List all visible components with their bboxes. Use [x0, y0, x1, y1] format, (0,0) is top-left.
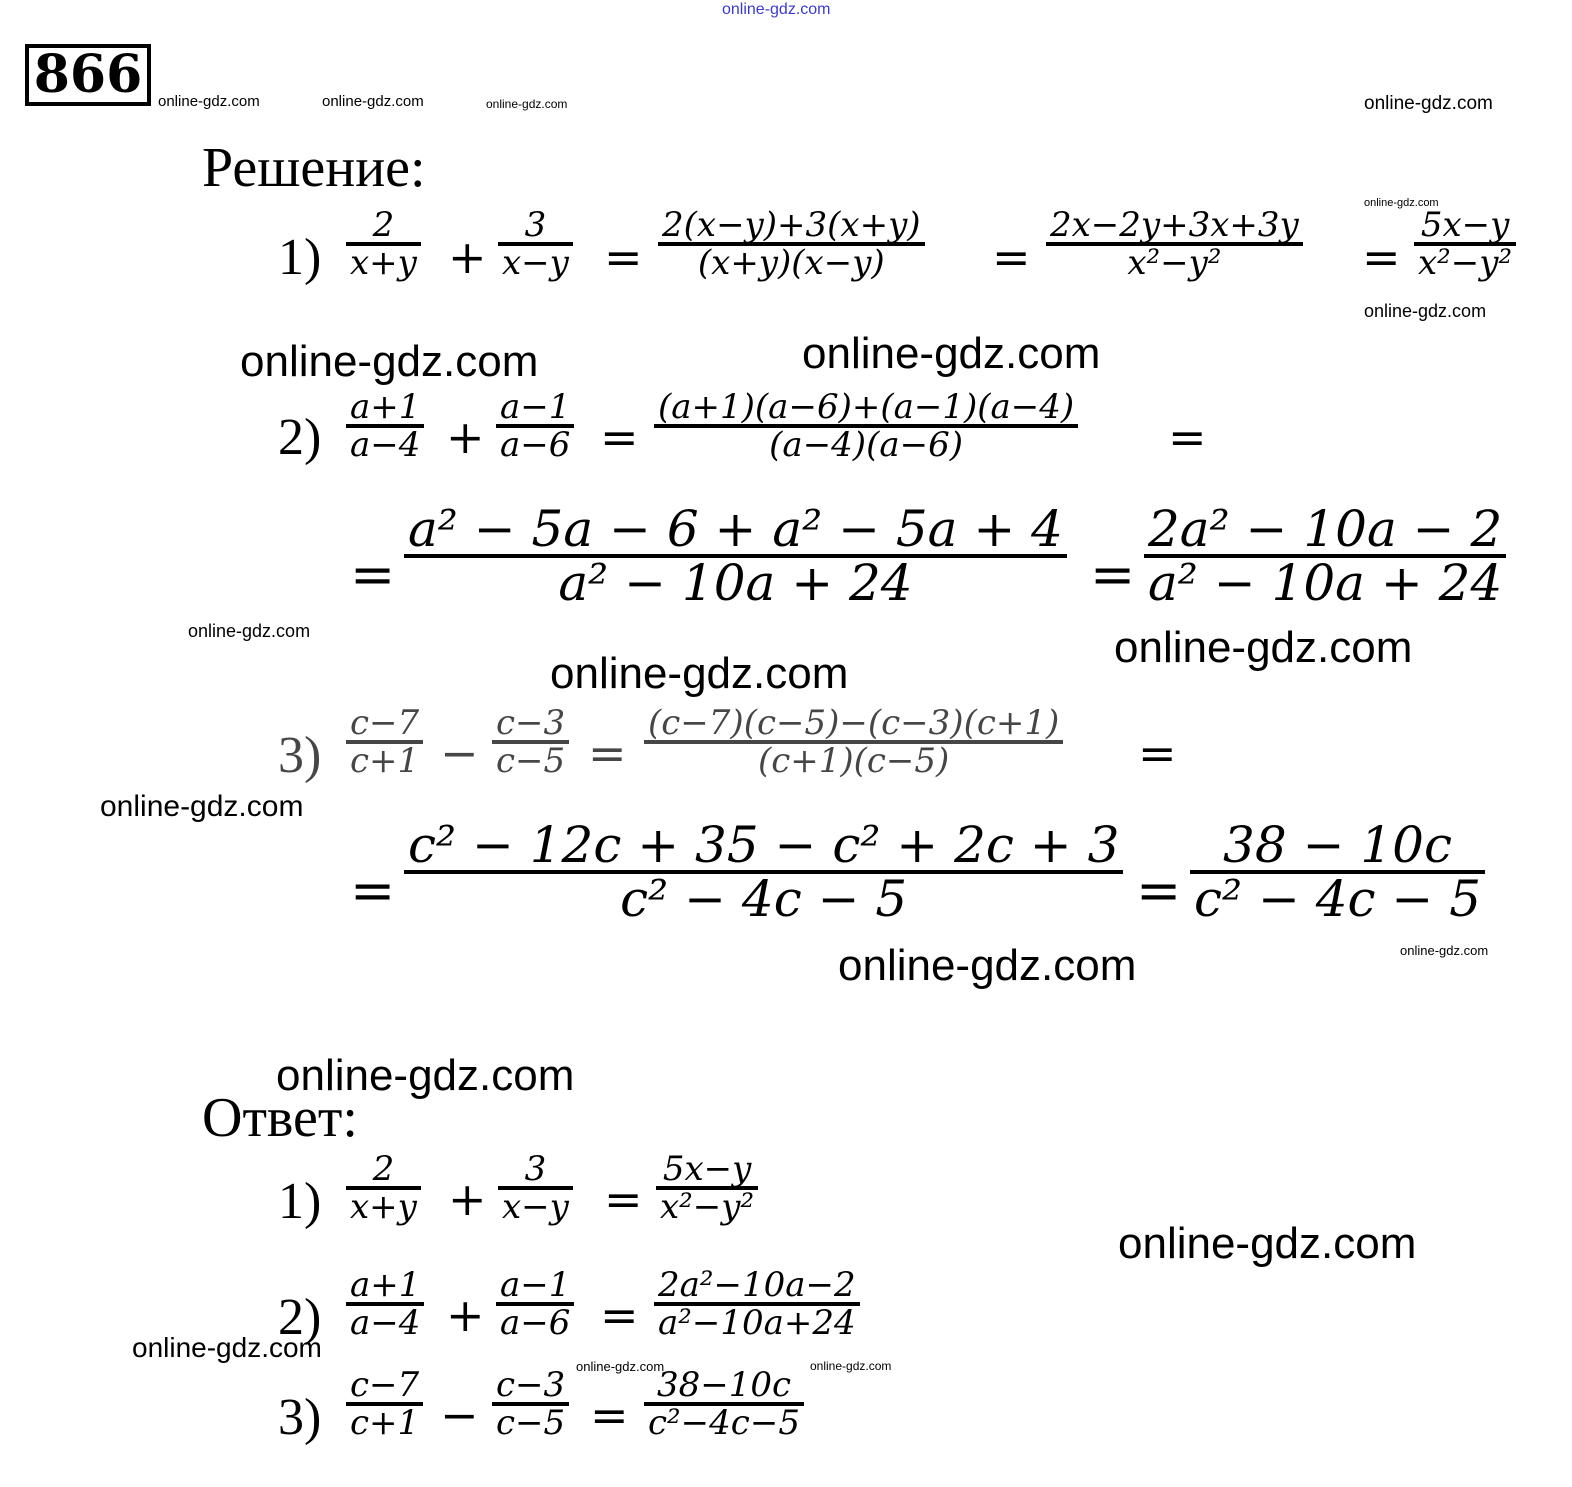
watermark: online-gdz.com [188, 621, 311, 641]
fraction [404, 500, 1067, 612]
item-label: 3) [278, 727, 322, 784]
watermark: online-gdz.com [550, 649, 849, 698]
equals-sign: = [604, 1172, 643, 1226]
fraction [346, 1149, 421, 1227]
numerator: 2(x−y)+3(x+y) [662, 205, 921, 245]
numerator: a−1 [500, 1265, 571, 1305]
fraction [1414, 205, 1516, 283]
operator: + [448, 230, 487, 284]
watermark: online-gdz.com [722, 1, 831, 18]
fraction [498, 1149, 573, 1227]
denominator: a−6 [500, 1303, 571, 1343]
problem-number: 866 [25, 44, 151, 106]
denominator: x+y [350, 243, 417, 283]
denominator: x−y [502, 243, 569, 283]
denominator: x+y [350, 1187, 417, 1227]
fraction [654, 387, 1078, 465]
denominator: (c+1)(c−5) [757, 741, 950, 781]
fraction [658, 205, 925, 283]
denominator: a−4 [350, 425, 421, 465]
denominator: x−y [502, 1187, 569, 1227]
denominator: x²−y² [660, 1187, 755, 1227]
equals-sign: = [588, 726, 627, 780]
denominator: a−6 [500, 425, 571, 465]
equals-sign: = [604, 230, 643, 284]
numerator: a+1 [350, 387, 421, 427]
item-label: 2) [278, 1289, 322, 1346]
numerator: c−3 [496, 703, 566, 743]
watermark: online-gdz.com [838, 941, 1137, 990]
fraction [346, 387, 424, 465]
denominator: c² − 4c − 5 [1194, 870, 1482, 928]
denominator: c−5 [496, 1403, 566, 1443]
denominator: c² − 4c − 5 [620, 870, 908, 928]
equals-sign: = [590, 1388, 629, 1442]
numerator: 3 [524, 1149, 547, 1189]
numerator: 3 [524, 205, 547, 245]
numerator: 5x−y [662, 1149, 752, 1189]
equals-sign: = [600, 1288, 639, 1342]
numerator: a² − 5a − 6 + a² − 5a + 4 [408, 500, 1063, 558]
numerator: 2a²−10a−2 [658, 1265, 856, 1305]
denominator: a−4 [350, 1303, 421, 1343]
equals-sign: = [1168, 410, 1207, 464]
numerator: c−3 [496, 1365, 566, 1405]
watermark: online-gdz.com [276, 1051, 575, 1100]
watermark: online-gdz.com [158, 93, 260, 110]
watermark: online-gdz.com [486, 97, 568, 111]
equals-sign: = [350, 859, 396, 922]
denominator: x²−y² [1127, 243, 1222, 283]
item-label: 1) [278, 229, 322, 286]
denominator: c+1 [350, 1403, 420, 1443]
solution-heading: Решение: [202, 137, 426, 199]
numerator: (a+1)(a−6)+(a−1)(a−4) [658, 387, 1075, 427]
fraction [492, 703, 569, 781]
denominator: x²−y² [1418, 243, 1513, 283]
fraction [656, 1149, 758, 1227]
answer-heading: Ответ: [202, 1087, 358, 1149]
denominator: a² − 10a + 24 [1148, 554, 1503, 612]
numerator: 2 [372, 205, 395, 245]
numerator: a−1 [500, 387, 571, 427]
fraction [1046, 205, 1303, 283]
watermark: online-gdz.com [322, 93, 424, 110]
numerator: c−7 [350, 1365, 420, 1405]
numerator: a+1 [350, 1265, 421, 1305]
fraction [346, 703, 423, 781]
watermark: online-gdz.com [802, 329, 1101, 378]
fraction [404, 816, 1123, 928]
fraction [1144, 500, 1506, 612]
fraction [498, 205, 573, 283]
watermark: online-gdz.com [132, 1332, 322, 1363]
fraction [346, 1265, 424, 1343]
watermark: online-gdz.com [576, 1359, 665, 1374]
watermark: online-gdz.com [240, 337, 539, 386]
equals-sign: = [350, 543, 396, 606]
equals-sign: = [600, 410, 639, 464]
item-label: 1) [278, 1173, 322, 1230]
operator: + [448, 1172, 487, 1226]
numerator: c² − 12c + 35 − c² + 2c + 3 [408, 816, 1120, 874]
fraction [346, 205, 421, 283]
operator: − [440, 726, 479, 780]
denominator: c²−4c−5 [648, 1403, 800, 1443]
equals-sign: = [1136, 859, 1182, 922]
equals-sign: = [1362, 230, 1401, 284]
fraction [496, 387, 574, 465]
item-label: 3) [278, 1389, 322, 1446]
fraction [644, 1365, 804, 1443]
watermark: online-gdz.com [810, 1359, 892, 1373]
watermark: online-gdz.com [1400, 943, 1489, 958]
watermark: online-gdz.com [1118, 1219, 1417, 1268]
fraction [492, 1365, 569, 1443]
watermark: online-gdz.com [100, 790, 304, 823]
denominator: (a−4)(a−6) [769, 425, 963, 465]
denominator: c+1 [350, 741, 420, 781]
denominator: c−5 [496, 741, 566, 781]
numerator: 38 − 10c [1223, 816, 1452, 874]
operator: + [446, 1288, 485, 1342]
numerator: c−7 [350, 703, 420, 743]
numerator: (c−7)(c−5)−(c−3)(c+1) [648, 703, 1060, 743]
fraction [644, 703, 1063, 781]
watermark: online-gdz.com [1364, 197, 1439, 209]
watermark: online-gdz.com [1364, 301, 1487, 321]
watermark: online-gdz.com [1364, 93, 1493, 114]
numerator: 2 [372, 1149, 395, 1189]
denominator: a² − 10a + 24 [558, 554, 913, 612]
fraction [1190, 816, 1485, 928]
numerator: 2x−2y+3x+3y [1050, 205, 1299, 245]
watermark: online-gdz.com [1114, 623, 1413, 672]
equals-sign: = [1090, 543, 1136, 606]
equals-sign: = [992, 230, 1031, 284]
operator: − [440, 1388, 479, 1442]
numerator: 38−10c [656, 1365, 792, 1405]
numerator: 5x−y [1420, 205, 1510, 245]
fraction [654, 1265, 860, 1343]
fraction [496, 1265, 574, 1343]
operator: + [446, 410, 485, 464]
denominator: (x+y)(x−y) [697, 243, 885, 283]
fraction [346, 1365, 423, 1443]
numerator: 2a² − 10a − 2 [1148, 500, 1503, 558]
equals-sign: = [1138, 726, 1177, 780]
denominator: a²−10a+24 [658, 1303, 856, 1343]
item-label: 2) [278, 409, 322, 466]
